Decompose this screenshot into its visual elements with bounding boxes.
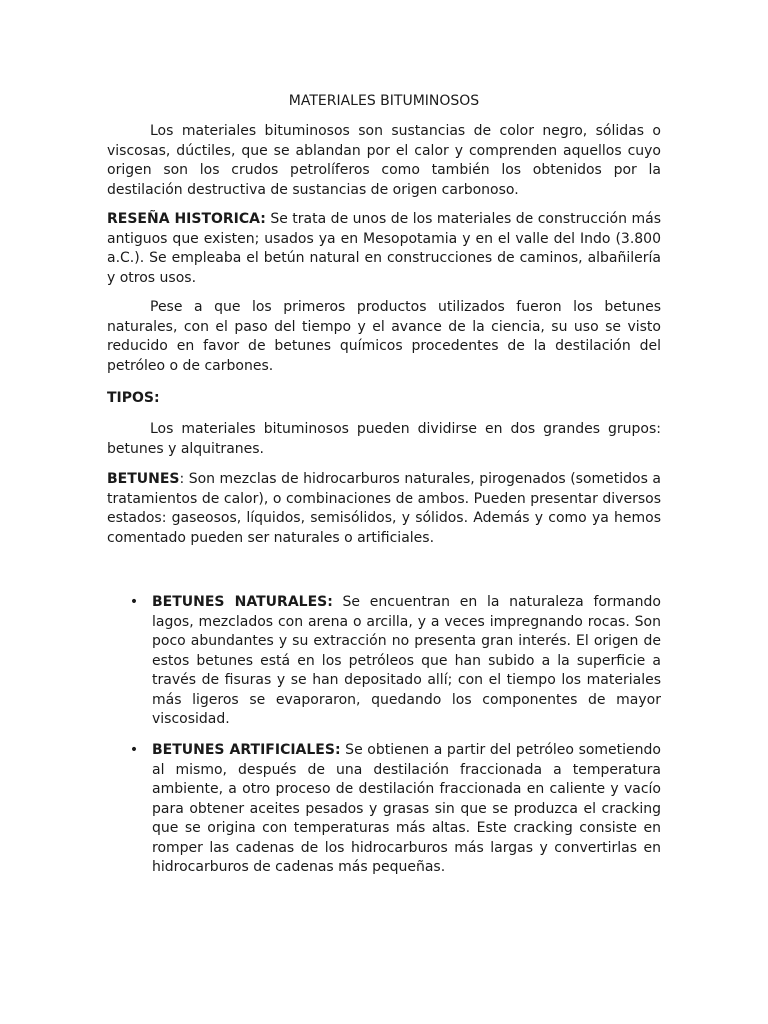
resena-heading: RESEÑA HISTORICA: [107, 211, 266, 227]
tipos-paragraph: Los materiales bituminosos pueden dividirse en dos grandes grupos: betunes y alquitranes. [107, 421, 661, 457]
pese-paragraph: Pese a que los primeros productos utilizados fueron los betunes naturales, con el paso del tiempo y el avance de la ciencia, su uso se visto reducido en favor de betunes químicos procedentes de la destilación del petróleo o de carbones. [107, 299, 661, 374]
list-item-body: Se encuentran en la naturaleza formando lagos, mezclados con arena o arcilla, y a veces impregnando rocas. Son poco abundantes y su extracción no presenta gran interés. El origen de estos betunes está en los petróleos que han subido a la superficie a través de fisuras y se han depositado allí; con el tiempo los materiales más ligeros se evaporaron, quedando los componentes de mayor viscosidad. [152, 594, 661, 727]
list-item-heading: BETUNES ARTIFICIALES: [152, 742, 341, 758]
betunes-text: : Son mezclas de hidrocarburos naturales, pirogenados (sometidos a tratamientos de calor), o combinaciones de ambos. Pueden presentar diversos estados: gaseosos, líquidos, semisólidos, y sólidos. Además y como ya hemos comentado pueden ser naturales o artificiales. [107, 471, 661, 546]
list-item-text [152, 741, 661, 878]
list-item-text [152, 593, 661, 730]
bullet-icon: • [129, 742, 139, 758]
tipos-heading: TIPOS: [107, 390, 160, 406]
intro-paragraph: Los materiales bituminosos son sustancias de color negro, sólidas o viscosas, dúctiles, que se ablandan por el calor y comprenden aquellos cuyo origen son los crudos petrolíferos como también los obtenidos por la destilación destructiva de sustancias de origen carbonoso. [107, 123, 661, 198]
document-title: MATERIALES BITUMINOSOS [288, 93, 480, 109]
resena-paragraph [107, 210, 661, 288]
resena-text: Se trata de unos de los materiales de construcción más antiguos que existen; usados ya en Mesopotamia y en el valle del Indo (3.800 a.C.). Se empleaba el betún natural en construcciones de caminos, albañilería y otros usos. [107, 211, 661, 286]
list-item-heading: BETUNES NATURALES: [152, 594, 333, 610]
betunes-paragraph [107, 470, 661, 548]
bullet-icon: • [129, 594, 139, 610]
list-item-body: Se obtienen a partir del petróleo sometiendo al mismo, después de una destilación fraccionada a temperatura ambiente, a otro proceso de destilación fraccionada en caliente y vacío para obtener aceites pesados y grasas sin que se produzca el cracking que se origina con temperaturas más altas. Este cracking consiste en romper las cadenas de los hidrocarburos más largas y convertirlas en hidrocarburos de cadenas más pequeñas. [152, 742, 661, 875]
betunes-heading: BETUNES [107, 471, 180, 487]
